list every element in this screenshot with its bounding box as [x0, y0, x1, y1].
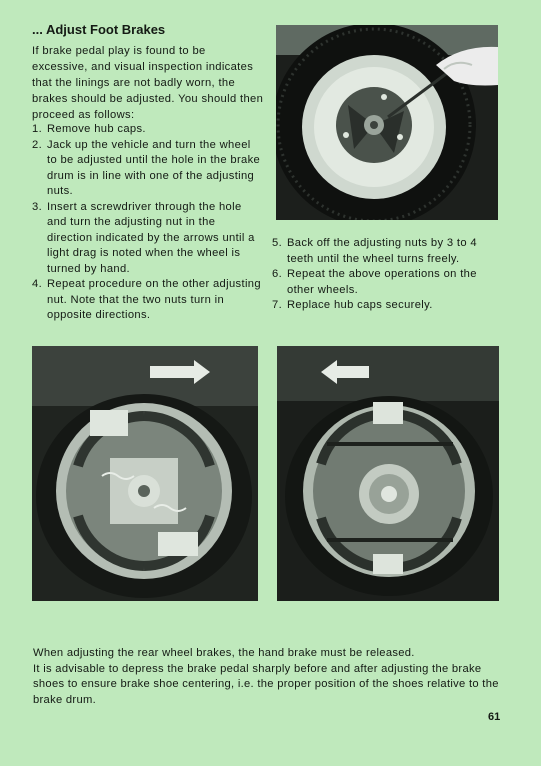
step-text: Repeat the above operations on the other wheels.	[287, 268, 477, 296]
step-number: 2.	[32, 138, 43, 151]
note-line: When adjusting the rear wheel brakes, the hand brake must be released.	[33, 647, 415, 659]
rear-brake-assembly-photo	[277, 346, 499, 601]
list-item	[32, 200, 264, 278]
list-item	[32, 277, 264, 324]
step-number: 1.	[32, 123, 43, 135]
step-text: Replace hub caps securely.	[287, 299, 433, 311]
page-number: 61	[488, 711, 501, 723]
list-item	[32, 138, 264, 200]
front-brake-assembly-photo	[32, 346, 258, 601]
list-item	[32, 122, 264, 138]
step-text: Repeat procedure on the other adjusting nut. Note that the two nuts turn in opposite directions.	[47, 278, 261, 321]
note-line: It is advisable to depress the brake pedal sharply before and after adjusting the brake shoes to ensure brake shoe centering, i.e. the proper position of the shoes relative to the brake drum.	[33, 662, 499, 706]
step-number: 6.	[272, 268, 283, 280]
step-number: 7.	[272, 299, 283, 311]
steps-list-left	[32, 122, 264, 324]
step-text: Insert a screwdriver through the hole and turn the adjusting nut in the direction indicated by the arrows until a light drag is noted when the wheel is turned by hand.	[47, 200, 255, 275]
step-text: Back off the adjusting nuts by 3 to 4 teeth until the wheel turns freely.	[287, 237, 477, 265]
list-item	[272, 298, 504, 314]
intro-paragraph: If brake pedal play is found to be excessive, and visual inspection indicates that the linings are not badly worn, the brakes should be adjusted. You should then proceed as follows:	[32, 45, 264, 121]
step-number: 5.	[272, 237, 283, 249]
list-item	[272, 267, 504, 298]
steps-list-right	[272, 236, 504, 314]
step-number: 4.	[32, 278, 43, 290]
list-item	[272, 236, 504, 267]
rear-brake-note	[33, 646, 503, 708]
step-text: Jack up the vehicle and turn the wheel to be adjusted until the hole in the brake drum is in line with one of the adjusting nuts.	[47, 138, 261, 197]
step-text: Remove hub caps.	[47, 123, 146, 135]
wheel-adjustment-photo	[276, 25, 498, 220]
step-number: 3.	[32, 200, 43, 213]
section-heading: ... Adjust Foot Brakes	[32, 22, 166, 37]
